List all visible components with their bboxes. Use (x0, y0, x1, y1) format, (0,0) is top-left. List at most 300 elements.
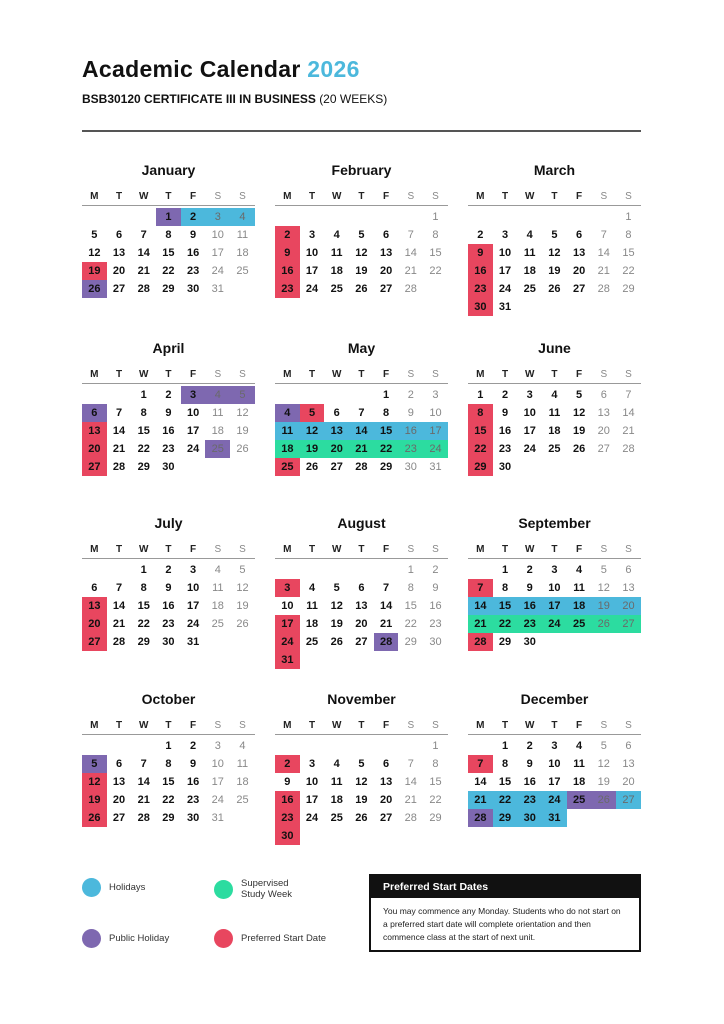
day-cell: 12 (300, 422, 325, 440)
weekday-label: W (138, 544, 149, 555)
day-cell: 7 (115, 407, 123, 419)
day-cell: 31 (498, 301, 512, 313)
day-cell: 25 (205, 440, 230, 458)
day-cell: 24 (305, 283, 319, 295)
weekday-label: T (115, 369, 123, 380)
day-cell: 26 (82, 809, 107, 827)
day-cell: 5 (576, 389, 583, 401)
weekday-label: F (190, 720, 197, 731)
day-cell: 30 (523, 636, 536, 648)
day-cell: 23 (275, 280, 300, 298)
empty-cell (349, 827, 374, 845)
weekday-label: S (214, 720, 222, 731)
empty-cell (300, 651, 325, 669)
day-cell: 7 (115, 582, 123, 594)
day-cell: 1 (625, 211, 632, 223)
week-row (468, 755, 641, 773)
weekday-label: F (576, 720, 583, 731)
weekday-label: M (90, 369, 99, 380)
day-cell: 12 (82, 773, 107, 791)
day-cell: 4 (214, 564, 221, 576)
day-cell: 4 (526, 229, 533, 241)
week-row (82, 280, 255, 298)
day-cell: 5 (239, 564, 246, 576)
day-cell: 22 (162, 265, 175, 277)
day-cell: 4 (576, 564, 583, 576)
day-cell: 20 (622, 776, 635, 788)
day-cell: 17 (423, 422, 448, 440)
empty-cell (349, 737, 374, 755)
week-row (275, 773, 448, 791)
month-name: September (518, 515, 591, 531)
week-row (275, 755, 448, 773)
week-row (468, 244, 641, 262)
day-cell: 13 (622, 758, 635, 770)
day-cell: 7 (140, 229, 147, 241)
day-cell: 8 (140, 582, 147, 594)
day-cell: 6 (115, 758, 123, 770)
empty-cell (275, 561, 300, 579)
empty-cell (423, 827, 448, 845)
empty-cell (275, 208, 300, 226)
day-cell: 21 (349, 440, 374, 458)
day-cell: 16 (468, 262, 493, 280)
day-cell: 15 (137, 425, 150, 437)
empty-cell (542, 633, 567, 651)
day-cell: 17 (211, 247, 224, 259)
weekday-label: F (383, 544, 390, 555)
day-cell: 6 (91, 582, 98, 594)
day-cell: 17 (305, 265, 319, 277)
empty-cell (131, 737, 156, 755)
empty-cell (542, 208, 567, 226)
day-cell: 18 (567, 597, 592, 615)
day-cell: 16 (186, 776, 200, 788)
weekday-label: T (115, 544, 123, 555)
day-cell: 8 (432, 758, 439, 770)
day-cell: 30 (429, 636, 442, 648)
weekday-label: T (165, 191, 172, 202)
empty-cell (349, 561, 374, 579)
day-cell: 18 (236, 776, 249, 788)
empty-cell (131, 208, 156, 226)
day-cell: 17 (548, 776, 561, 788)
week-row (468, 579, 641, 597)
empty-cell (300, 208, 325, 226)
day-cell: 26 (548, 283, 561, 295)
day-cell: 15 (622, 247, 635, 259)
day-cell: 21 (137, 794, 150, 806)
day-cell: 3 (551, 740, 558, 752)
week-row (82, 597, 255, 615)
weekday-label: T (308, 720, 316, 731)
weekday-label: T (165, 720, 172, 731)
week-row (468, 226, 641, 244)
day-cell: 19 (82, 791, 107, 809)
day-cell: 19 (572, 425, 586, 437)
month-name: May (347, 340, 376, 356)
empty-cell (230, 633, 255, 651)
weekday-label: S (432, 369, 439, 380)
weekday-label: W (524, 369, 535, 380)
empty-cell (107, 386, 132, 404)
day-cell: 7 (358, 407, 365, 419)
day-cell: 15 (137, 600, 150, 612)
day-cell: 28 (468, 633, 493, 651)
empty-cell (468, 208, 493, 226)
day-cell: 7 (468, 579, 493, 597)
week-row (468, 737, 641, 755)
week-row (82, 633, 255, 651)
weekday-label: T (308, 191, 316, 202)
day-cell: 13 (82, 597, 107, 615)
weekday-label: W (138, 720, 149, 731)
weekday-label: M (90, 191, 99, 202)
day-cell: 24 (211, 265, 224, 277)
day-cell: 27 (82, 633, 107, 651)
day-cell: 24 (275, 633, 300, 651)
day-cell: 17 (523, 425, 536, 437)
day-cell: 18 (211, 600, 224, 612)
empty-cell (230, 809, 255, 827)
day-cell: 10 (211, 758, 224, 770)
weekday-label: M (476, 369, 485, 380)
day-cell: 5 (600, 740, 607, 752)
day-cell: 22 (429, 265, 442, 277)
day-cell: 16 (162, 425, 175, 437)
course-duration: (20 WEEKS) (319, 92, 388, 106)
day-cell: 6 (383, 758, 390, 770)
weekday-label: T (501, 369, 509, 380)
empty-cell (205, 633, 230, 651)
weekday-label: M (476, 720, 485, 731)
day-cell: 15 (498, 776, 512, 788)
day-cell: 15 (493, 597, 518, 615)
day-cell: 8 (468, 404, 493, 422)
day-cell: 25 (236, 265, 249, 277)
day-cell: 12 (355, 776, 368, 788)
day-cell: 25 (236, 794, 249, 806)
weekday-label: S (214, 369, 222, 380)
week-row (275, 737, 448, 755)
week-row (82, 226, 255, 244)
empty-cell (616, 298, 641, 316)
week-row (275, 226, 448, 244)
day-cell: 17 (186, 425, 200, 437)
weekday-label: T (115, 191, 123, 202)
day-cell: 23 (186, 794, 200, 806)
day-cell: 12 (548, 247, 561, 259)
day-cell: 4 (239, 740, 246, 752)
day-cell: 31 (542, 809, 567, 827)
day-cell: 5 (230, 386, 255, 404)
weekday-label: T (308, 369, 316, 380)
day-cell: 6 (576, 229, 583, 241)
day-cell: 20 (112, 265, 126, 277)
week-row (82, 579, 255, 597)
weekday-label: F (576, 369, 583, 380)
day-cell: 2 (165, 564, 172, 576)
day-cell: 21 (468, 615, 493, 633)
day-cell: 30 (162, 461, 175, 473)
weekday-label: F (383, 191, 390, 202)
month-name: February (331, 162, 392, 178)
day-cell: 2 (477, 229, 484, 241)
weekday-label: W (524, 191, 535, 202)
day-cell: 15 (374, 422, 399, 440)
day-cell: 18 (211, 425, 224, 437)
day-cell: 23 (186, 265, 200, 277)
week-row (82, 440, 255, 458)
empty-cell (324, 651, 349, 669)
day-cell: 5 (91, 229, 98, 241)
weekday-label: F (190, 544, 197, 555)
week-row (468, 597, 641, 615)
day-cell: 30 (186, 812, 200, 824)
weekday-label: T (551, 544, 558, 555)
day-cell: 23 (429, 618, 442, 630)
week-row (275, 440, 448, 458)
day-cell: 14 (474, 776, 487, 788)
empty-cell (591, 633, 616, 651)
week-row (275, 579, 448, 597)
day-cell: 29 (468, 458, 493, 476)
weekday-label: S (214, 191, 222, 202)
day-cell: 24 (523, 443, 536, 455)
day-cell: 13 (112, 247, 126, 259)
day-cell: 29 (404, 636, 417, 648)
empty-cell (374, 651, 399, 669)
month-name: November (327, 691, 396, 707)
day-cell: 3 (432, 389, 439, 401)
day-cell: 4 (551, 389, 558, 401)
weekday-label: M (476, 544, 485, 555)
day-cell: 22 (622, 265, 635, 277)
day-cell: 28 (404, 283, 417, 295)
day-cell: 28 (112, 461, 126, 473)
day-cell: 27 (355, 636, 368, 648)
day-cell: 26 (305, 461, 319, 473)
day-cell: 16 (186, 247, 200, 259)
day-cell: 5 (333, 582, 340, 594)
empty-cell (517, 208, 542, 226)
day-cell: 17 (211, 776, 224, 788)
day-cell: 19 (548, 265, 561, 277)
study-swatch (214, 880, 233, 899)
weekday-label: S (432, 191, 439, 202)
day-cell: 21 (404, 265, 417, 277)
empty-cell (567, 298, 592, 316)
week-row (468, 422, 641, 440)
day-cell: 17 (542, 597, 567, 615)
empty-cell (300, 386, 325, 404)
day-cell: 18 (548, 425, 561, 437)
day-cell: 26 (572, 443, 586, 455)
day-cell: 30 (404, 461, 417, 473)
day-cell: 22 (137, 618, 150, 630)
weekday-label: M (476, 191, 485, 202)
empty-cell (616, 809, 641, 827)
day-cell: 14 (404, 247, 417, 259)
empty-cell (398, 827, 423, 845)
day-cell: 10 (498, 247, 512, 259)
day-cell: 20 (379, 794, 393, 806)
week-row (275, 386, 448, 404)
day-cell: 7 (407, 758, 414, 770)
page-title (82, 56, 642, 83)
day-cell: 7 (625, 389, 632, 401)
public-swatch (82, 929, 101, 948)
day-cell: 29 (162, 812, 175, 824)
day-cell: 15 (162, 247, 175, 259)
weekday-label: S (600, 191, 608, 202)
weekday-label: S (625, 369, 632, 380)
weekday-label: S (214, 544, 222, 555)
week-row (275, 827, 448, 845)
day-cell: 14 (404, 776, 417, 788)
day-cell: 26 (591, 615, 616, 633)
weekday-label: T (551, 720, 558, 731)
empty-cell (591, 208, 616, 226)
day-cell: 9 (165, 582, 172, 594)
day-cell: 25 (523, 283, 536, 295)
day-cell: 2 (501, 389, 509, 401)
day-cell: 8 (407, 582, 414, 594)
day-cell: 26 (591, 791, 616, 809)
day-cell: 11 (548, 407, 561, 419)
week-row (468, 809, 641, 827)
week-row (468, 208, 641, 226)
empty-cell (324, 386, 349, 404)
day-cell: 14 (622, 407, 635, 419)
weekday-label: W (331, 191, 342, 202)
weekday-label: T (308, 544, 316, 555)
legend-public (82, 929, 187, 948)
day-cell: 13 (324, 422, 349, 440)
day-cell: 10 (429, 407, 442, 419)
day-cell: 26 (236, 618, 249, 630)
day-cell: 16 (162, 600, 175, 612)
header-divider (82, 130, 641, 132)
day-cell: 20 (82, 615, 107, 633)
week-row (275, 262, 448, 280)
day-cell: 16 (498, 425, 512, 437)
holidays-swatch (82, 878, 101, 897)
day-cell: 29 (622, 283, 635, 295)
day-cell: 9 (526, 758, 533, 770)
empty-cell (468, 737, 493, 755)
day-cell: 14 (468, 597, 493, 615)
day-cell: 2 (526, 740, 533, 752)
day-cell: 26 (330, 636, 343, 648)
day-cell: 4 (205, 386, 230, 404)
month-september (468, 514, 641, 651)
day-cell: 25 (567, 791, 592, 809)
month-name: June (538, 340, 571, 356)
day-cell: 28 (137, 283, 150, 295)
empty-cell (275, 386, 300, 404)
day-cell: 24 (542, 615, 567, 633)
weekday-label: T (115, 720, 123, 731)
day-cell: 30 (162, 636, 175, 648)
week-row (468, 561, 641, 579)
day-cell: 27 (330, 461, 343, 473)
day-cell: 3 (275, 579, 300, 597)
week-row (82, 422, 255, 440)
day-cell: 8 (165, 229, 172, 241)
day-cell: 9 (501, 407, 509, 419)
day-cell: 4 (230, 208, 255, 226)
day-cell: 18 (236, 247, 249, 259)
course-code: BSB30120 CERTIFICATE III IN BUSINESS (82, 92, 316, 106)
weekday-header (275, 366, 448, 384)
empty-cell (205, 458, 230, 476)
day-cell: 3 (526, 389, 533, 401)
day-cell: 22 (137, 443, 150, 455)
weekday-label: T (551, 191, 558, 202)
week-row (468, 280, 641, 298)
weekday-label: M (90, 720, 99, 731)
day-cell: 15 (162, 776, 175, 788)
day-cell: 29 (498, 636, 512, 648)
day-cell: 22 (404, 618, 417, 630)
day-cell: 26 (82, 280, 107, 298)
day-cell: 24 (498, 283, 512, 295)
day-cell: 12 (597, 582, 610, 594)
weekday-label: M (283, 191, 292, 202)
day-cell: 7 (383, 582, 390, 594)
week-row (82, 773, 255, 791)
week-row (82, 404, 255, 422)
empty-cell (374, 737, 399, 755)
day-cell: 22 (468, 440, 493, 458)
weekday-header (468, 366, 641, 384)
day-cell: 13 (379, 247, 393, 259)
day-cell: 31 (211, 283, 224, 295)
day-cell: 23 (162, 618, 175, 630)
empty-cell (493, 208, 518, 226)
day-cell: 29 (429, 812, 442, 824)
day-cell: 22 (493, 791, 518, 809)
day-cell: 22 (162, 794, 175, 806)
day-cell: 2 (275, 226, 300, 244)
day-cell: 29 (493, 809, 518, 827)
day-cell: 14 (597, 247, 610, 259)
empty-cell (591, 809, 616, 827)
day-cell: 23 (517, 791, 542, 809)
day-cell: 28 (137, 812, 150, 824)
day-cell: 6 (600, 389, 607, 401)
day-cell: 12 (236, 582, 249, 594)
day-cell: 28 (355, 461, 368, 473)
title-year: 2026 (307, 56, 360, 82)
month-name: January (141, 162, 196, 178)
day-cell: 1 (501, 564, 509, 576)
empty-cell (82, 561, 107, 579)
day-cell: 27 (82, 458, 107, 476)
weekday-label: W (331, 544, 342, 555)
day-cell: 19 (82, 262, 107, 280)
day-cell: 11 (573, 758, 585, 770)
week-row (82, 208, 255, 226)
day-cell: 12 (355, 247, 368, 259)
day-cell: 20 (616, 597, 641, 615)
day-cell: 10 (548, 582, 561, 594)
day-cell: 30 (186, 283, 200, 295)
day-cell: 8 (140, 407, 147, 419)
day-cell: 10 (548, 758, 561, 770)
weekday-label: S (239, 191, 246, 202)
